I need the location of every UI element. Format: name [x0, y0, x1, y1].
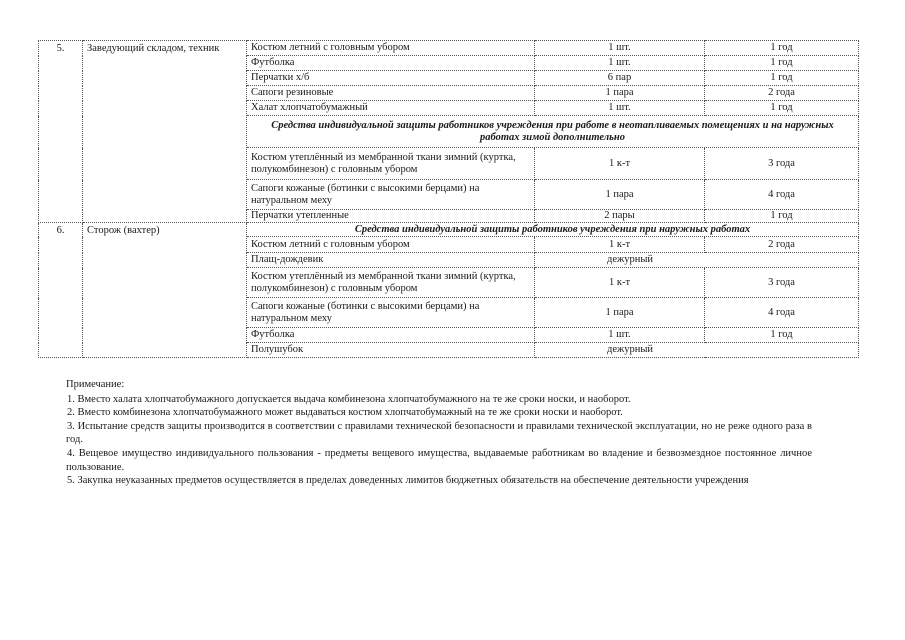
item-name: Костюм утеплённый из мембранной ткани зимний (куртка, полукомбинезон) с головным убором — [247, 268, 535, 298]
item-wear-term: 3 года — [705, 268, 859, 298]
item-quantity: 1 к-т — [535, 237, 705, 253]
item-wear-term: 1 год — [705, 210, 859, 223]
item-duty-status: дежурный — [535, 253, 859, 268]
item-name: Костюм летний с головным убором — [247, 237, 535, 253]
item-quantity: 1 шт. — [535, 328, 705, 343]
item-wear-term: 1 год — [705, 41, 859, 56]
notes-section — [66, 378, 812, 488]
item-quantity: 1 шт. — [535, 101, 705, 116]
item-name: Халат хлопчатобумажный — [247, 101, 535, 116]
item-wear-term: 4 года — [705, 298, 859, 328]
item-quantity: 2 пары — [535, 210, 705, 223]
position-name: Сторож (вахтер) — [83, 223, 247, 358]
item-quantity: 1 к-т — [535, 148, 705, 180]
item-name: Сапоги резиновые — [247, 86, 535, 101]
section-heading: Средства индивидуальной защиты работников учреждения при работе в неотапливаемых помещениях и на наружных работах зимой дополнительно — [247, 116, 859, 148]
ppe-norms-table-body — [39, 41, 859, 358]
section-heading: Средства индивидуальной защиты работников учреждения при наружных работах — [247, 223, 859, 237]
item-name: Полушубок — [247, 343, 535, 358]
note-item: 2. Вместо комбинезона хлопчатобумажного может выдаваться костюм хлопчатобумажный на те же сроки носки и наоборот. — [67, 407, 623, 419]
item-wear-term: 4 года — [705, 180, 859, 210]
item-wear-term: 2 года — [705, 237, 859, 253]
item-name: Сапоги кожаные (ботинки с высокими берцами) на натуральном меху — [247, 180, 535, 210]
item-name: Футболка — [247, 328, 535, 343]
item-wear-term: 3 года — [705, 148, 859, 180]
item-quantity: 1 пара — [535, 86, 705, 101]
note-item: 4. Вещевое имущество индивидуального пользования - предметы вещевого имущества, выдаваемые работникам во владение и безвозмездное постоянное личное пользование. — [66, 447, 812, 473]
item-quantity: 1 пара — [535, 180, 705, 210]
item-wear-term: 1 год — [705, 328, 859, 343]
item-name: Перчатки х/б — [247, 71, 535, 86]
item-wear-term: 1 год — [705, 71, 859, 86]
item-quantity: 6 пар — [535, 71, 705, 86]
ppe-norms-table — [38, 40, 859, 358]
item-quantity: 1 к-т — [535, 268, 705, 298]
item-wear-term: 2 года — [705, 86, 859, 101]
item-quantity: 1 шт. — [535, 56, 705, 71]
item-quantity: 1 шт. — [535, 41, 705, 56]
notes-title: Примечание: — [66, 379, 125, 390]
item-wear-term: 1 год — [705, 101, 859, 116]
position-name: Заведующий складом, техник — [83, 41, 247, 223]
note-item: 3. Испытание средств защиты производится в соответствии с правилами технической безопасности и правилами технической эксплуатации, но не реже одного раза в год. — [66, 420, 812, 446]
note-item: 1. Вместо халата хлопчатобумажного допускается выдача комбинезона хлопчатобумажного на те же сроки носки, и наоборот. — [67, 393, 631, 405]
item-wear-term: 1 год — [705, 56, 859, 71]
table-row — [39, 41, 859, 56]
item-name: Костюм утеплённый из мембранной ткани зимний (куртка, полукомбинезон) с головным убором — [247, 148, 535, 180]
item-name: Футболка — [247, 56, 535, 71]
item-duty-status: дежурный — [535, 343, 859, 358]
item-name: Сапоги кожаные (ботинки с высокими берцами) на натуральном меху — [247, 298, 535, 328]
item-name: Костюм летний с головным убором — [247, 41, 535, 56]
item-quantity: 1 пара — [535, 298, 705, 328]
item-name: Плащ-дождевик — [247, 253, 535, 268]
row-number: 6. — [39, 223, 83, 358]
note-item: 5. Закупка неуказанных предметов осуществляется в пределах доведенных лимитов бюджетных обязательств на обеспечение деятельности учреждения — [67, 475, 749, 487]
table-row — [39, 223, 859, 237]
item-name: Перчатки утепленные — [247, 210, 535, 223]
row-number: 5. — [39, 41, 83, 223]
